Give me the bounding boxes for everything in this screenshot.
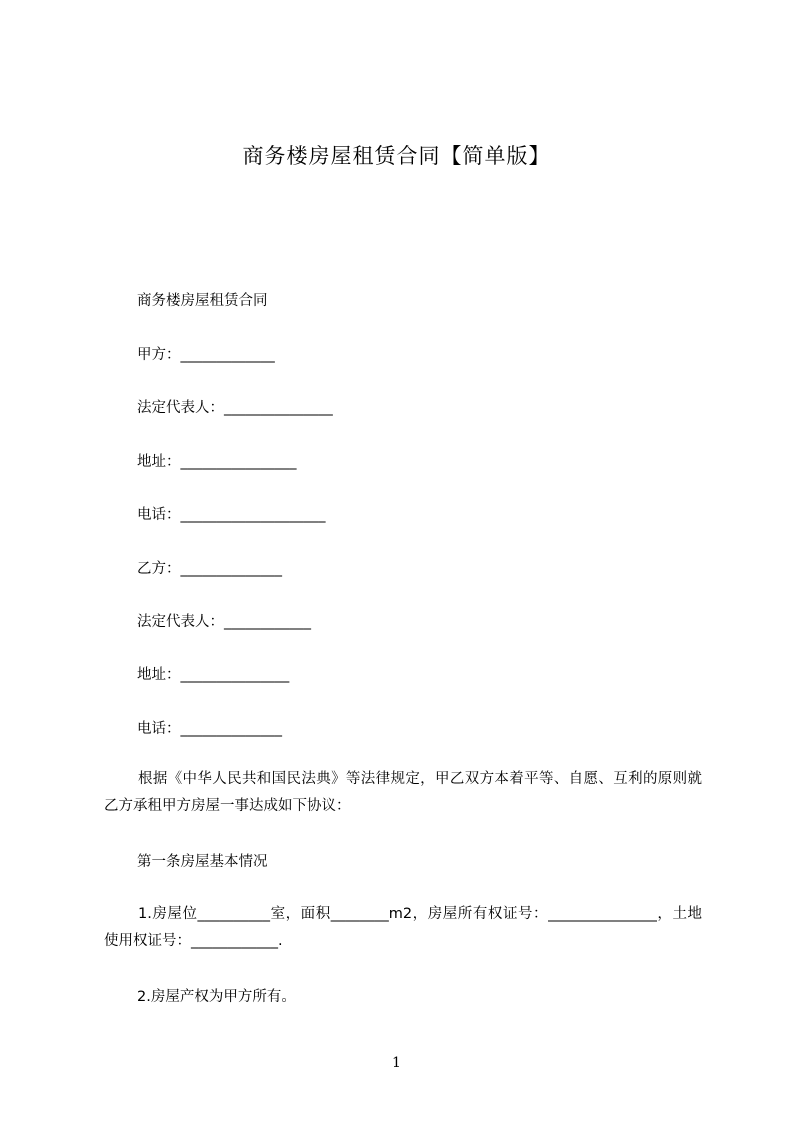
party-b-phone-field: 电话：______________ (137, 721, 282, 737)
party-a-phone-field: 电话：____________________ (137, 507, 326, 523)
party-b-address-field: 地址：_______________ (137, 667, 290, 683)
party-b-name-field: 乙方：______________ (137, 561, 282, 577)
preamble-paragraph: 根据《中华人民共和国民法典》等法律规定，甲乙双方本着平等、自愿、互利的原则就乙方承租甲方房屋一事达成如下协议： (104, 771, 702, 814)
party-a-name-field: 甲方：_____________ (137, 347, 275, 363)
article-1-item-1: 1.房屋位__________室，面积________m2，房屋所有权证号：_______________，土地使用权证号：____________. (104, 906, 702, 949)
article-1-item-2: 2.房屋产权为甲方所有。 (137, 989, 296, 1005)
party-a-address-field: 地址：________________ (137, 454, 297, 470)
party-b-representative-field: 法定代表人：____________ (137, 614, 311, 630)
party-a-representative-field: 法定代表人：_______________ (137, 400, 333, 416)
article-1-heading: 第一条房屋基本情况 (137, 854, 268, 870)
document-title: 商务楼房屋租赁合同【简单版】 (242, 144, 551, 168)
contract-subtitle: 商务楼房屋租赁合同 (137, 293, 268, 309)
page-number: 1 (392, 1055, 401, 1071)
